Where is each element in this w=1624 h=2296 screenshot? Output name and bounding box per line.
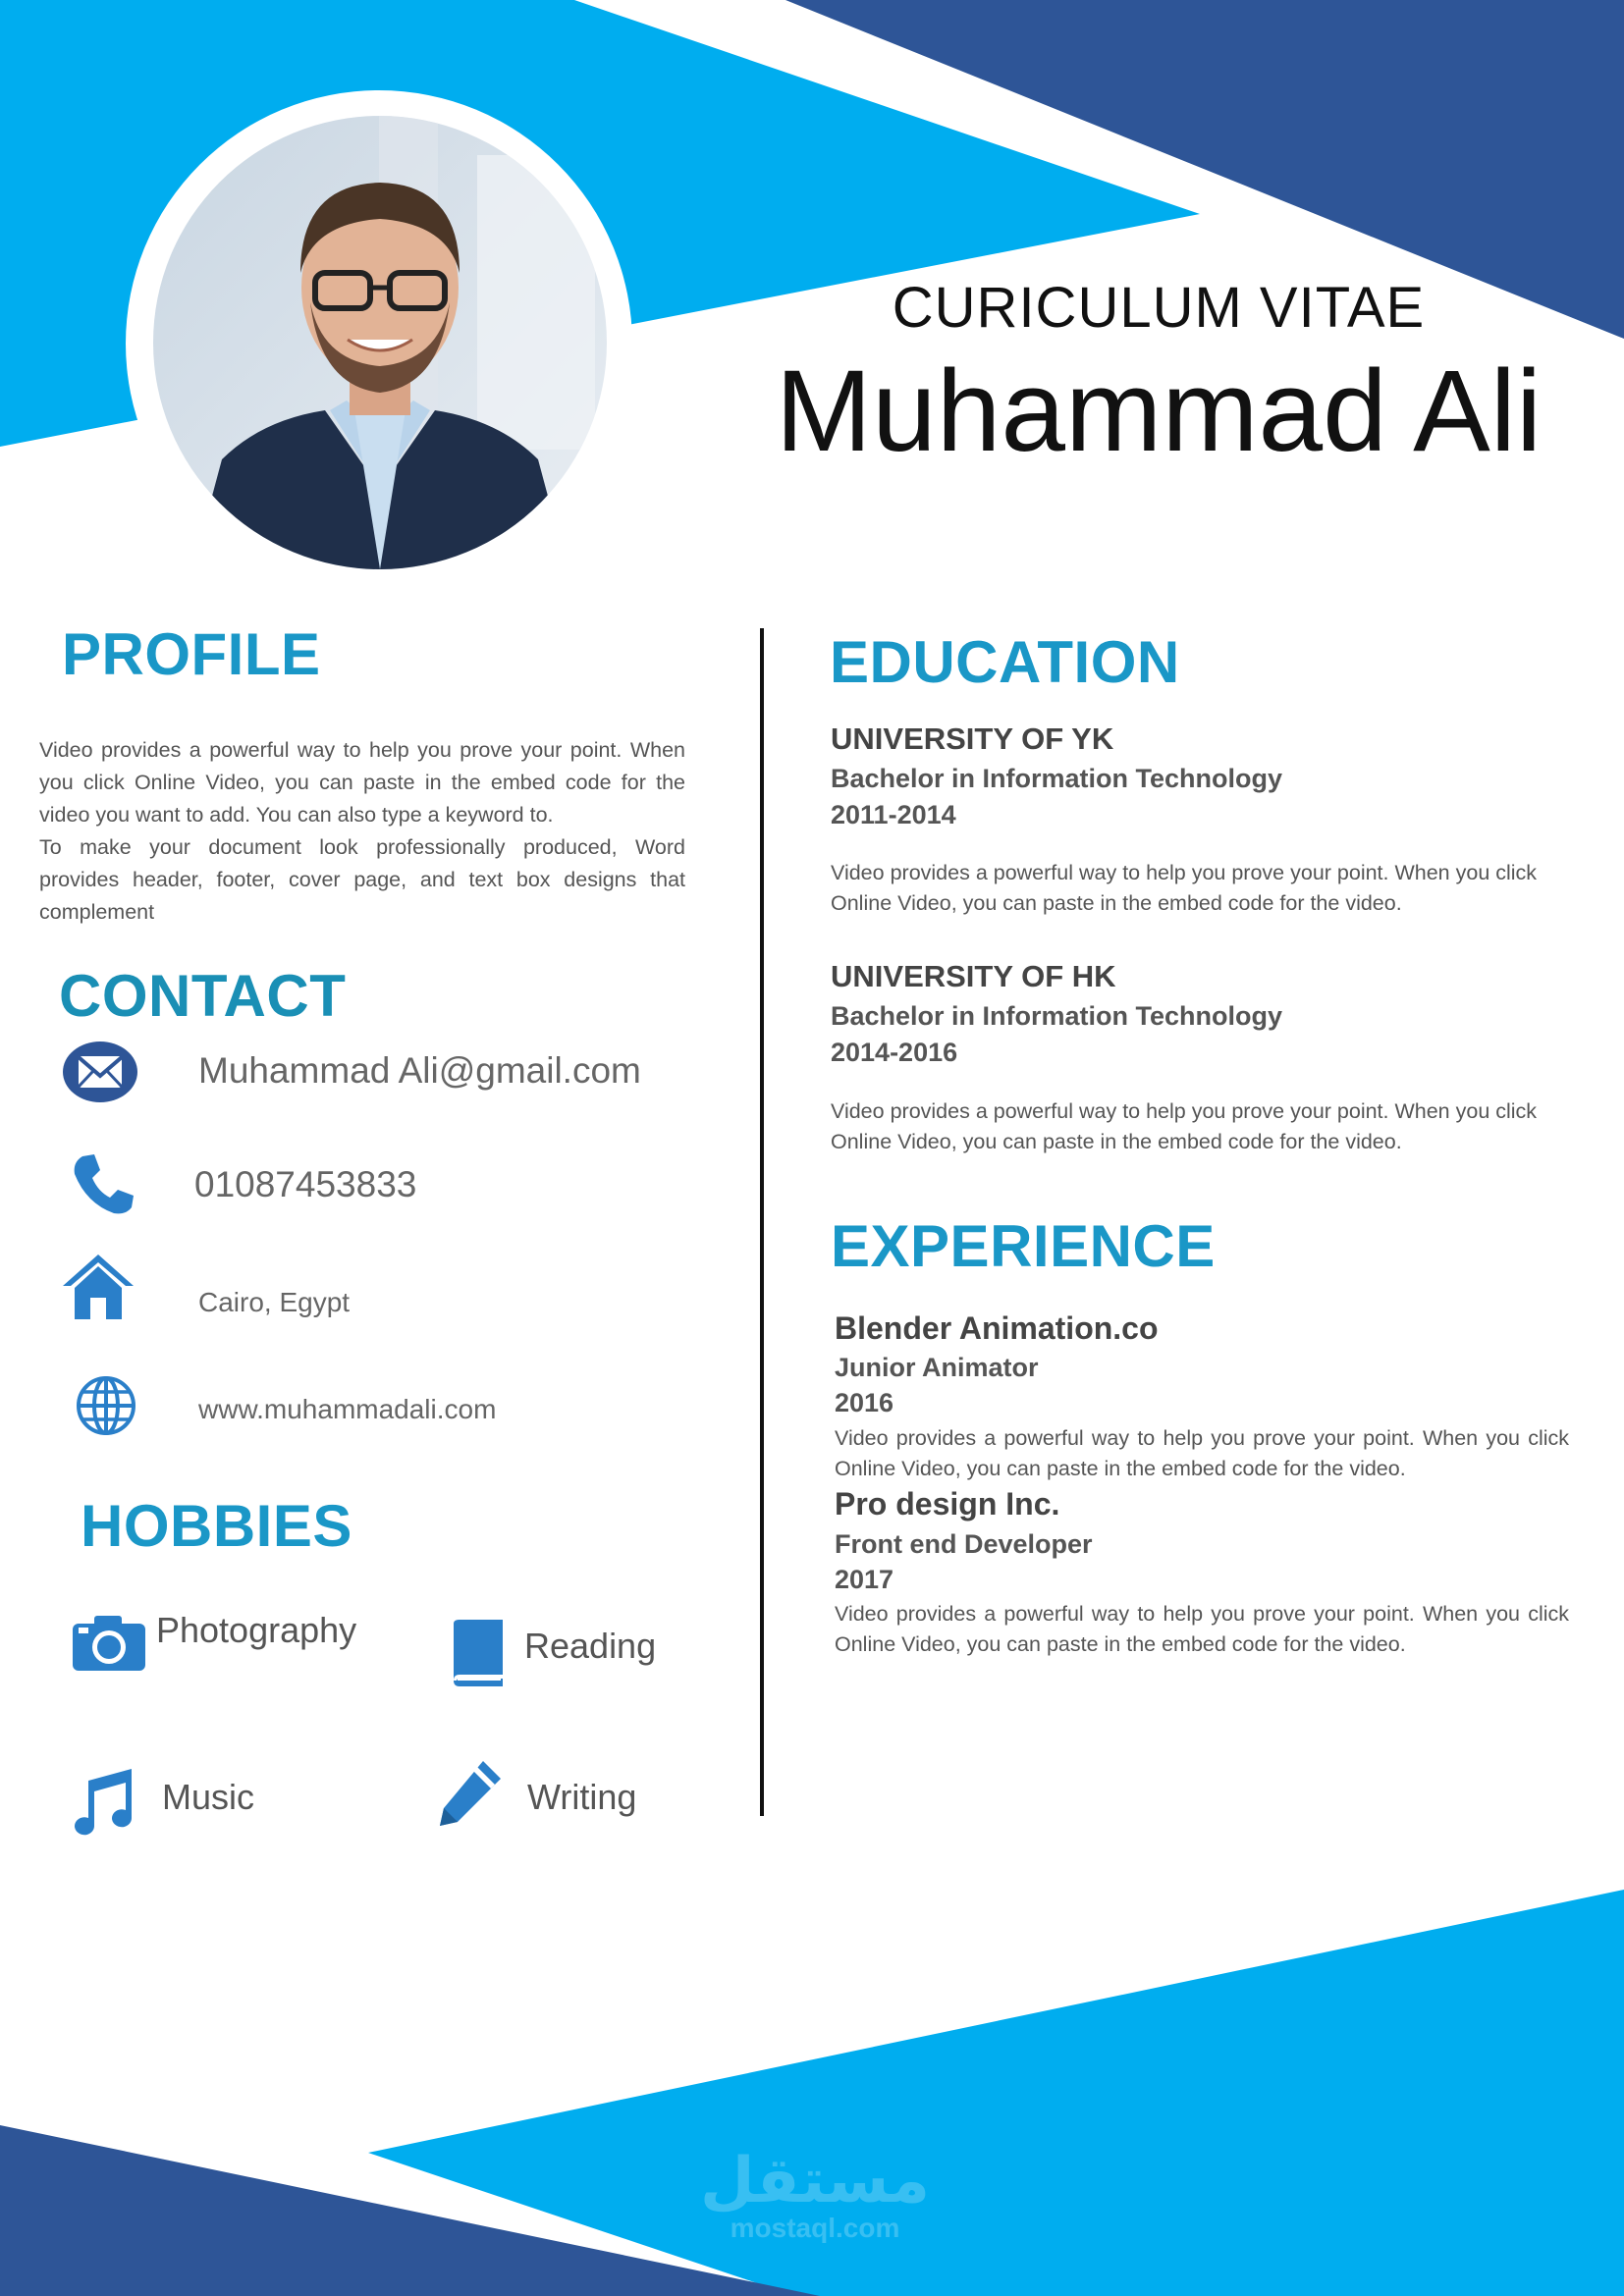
contact-email-row xyxy=(61,1041,689,1119)
education-description: Video provides a powerful way to help you prove your point. When you click Online Video, you can paste in the embed code for the video. xyxy=(831,1099,1538,1153)
home-icon xyxy=(61,1253,135,1321)
hobby-label: Reading xyxy=(524,1626,657,1666)
contact-email: Muhammad Ali@gmail.com xyxy=(198,1050,641,1091)
hobby-reading xyxy=(448,1620,657,1691)
education-degree: Bachelor in Information Technology xyxy=(831,764,1283,793)
hobby-label: Music xyxy=(162,1777,255,1817)
profile-paragraph: Video provides a powerful way to help you prove your point. When you click Online Video, you can paste in the embed code for the video you want to add. You can also type a keyword to. xyxy=(39,738,685,827)
contact-website: www.muhammadali.com xyxy=(198,1394,497,1424)
contact-phone-row xyxy=(61,1150,689,1229)
experience-role: Front end Developer xyxy=(835,1529,1093,1559)
experience-company: Blender Animation.co xyxy=(835,1310,1159,1346)
profile-photo xyxy=(153,116,607,569)
globe-icon xyxy=(75,1374,137,1437)
watermark-latin: mostaql.com xyxy=(730,2213,900,2243)
document-type-title: CURICULUM VITAE xyxy=(892,276,1426,340)
education-description: Video provides a powerful way to help you prove your point. When you click Online Video, you can paste in the embed code for the video. xyxy=(831,861,1538,915)
pencil-icon xyxy=(436,1759,503,1828)
hobbies-heading: HOBBIES xyxy=(81,1493,352,1559)
column-divider xyxy=(760,628,764,1816)
hobby-label: Photography xyxy=(156,1610,357,1650)
music-note-icon xyxy=(67,1765,135,1836)
mostaql-watermark xyxy=(687,2145,943,2244)
contact-address-row xyxy=(61,1253,689,1331)
phone-icon xyxy=(69,1150,137,1219)
education-years: 2014-2016 xyxy=(831,1038,958,1067)
experience-description: Video provides a powerful way to help you prove your point. When you click Online Video, you can paste in the embed code for the video. xyxy=(835,1426,1569,1480)
watermark-arabic: مستقل xyxy=(699,2145,931,2217)
profile-heading: PROFILE xyxy=(62,621,321,687)
book-icon xyxy=(448,1620,507,1686)
person-name: Muhammad Ali xyxy=(775,347,1543,476)
envelope-icon xyxy=(61,1041,139,1103)
camera-icon xyxy=(73,1614,145,1671)
contact-phone: 01087453833 xyxy=(194,1164,417,1204)
experience-year: 2016 xyxy=(835,1388,894,1417)
hobby-label: Writing xyxy=(527,1777,637,1817)
education-degree: Bachelor in Information Technology xyxy=(831,1001,1283,1031)
profile-paragraph: To make your document look professionally produced, Word provides header, footer, cover page, and text box designs that complement xyxy=(39,835,685,924)
bottom-right-light-blue-shape xyxy=(368,1890,1624,2296)
contact-heading: CONTACT xyxy=(59,963,347,1029)
hobby-writing xyxy=(436,1759,637,1833)
profile-text xyxy=(39,734,685,929)
experience-role: Junior Animator xyxy=(835,1353,1039,1382)
experience-heading: EXPERIENCE xyxy=(831,1213,1216,1279)
hobby-music xyxy=(67,1765,255,1841)
education-heading: EDUCATION xyxy=(830,629,1180,695)
education-years: 2011-2014 xyxy=(831,800,956,829)
contact-website-row xyxy=(61,1374,689,1453)
experience-description: Video provides a powerful way to help you prove your point. When you click Online Video, you can paste in the embed code for the video. xyxy=(835,1602,1569,1656)
hobby-photography xyxy=(73,1610,357,1676)
experience-year: 2017 xyxy=(835,1565,894,1594)
contact-address: Cairo, Egypt xyxy=(198,1287,351,1317)
education-school: UNIVERSITY OF HK xyxy=(831,959,1116,993)
experience-company: Pro design Inc. xyxy=(835,1486,1060,1522)
education-school: UNIVERSITY OF YK xyxy=(831,721,1114,756)
